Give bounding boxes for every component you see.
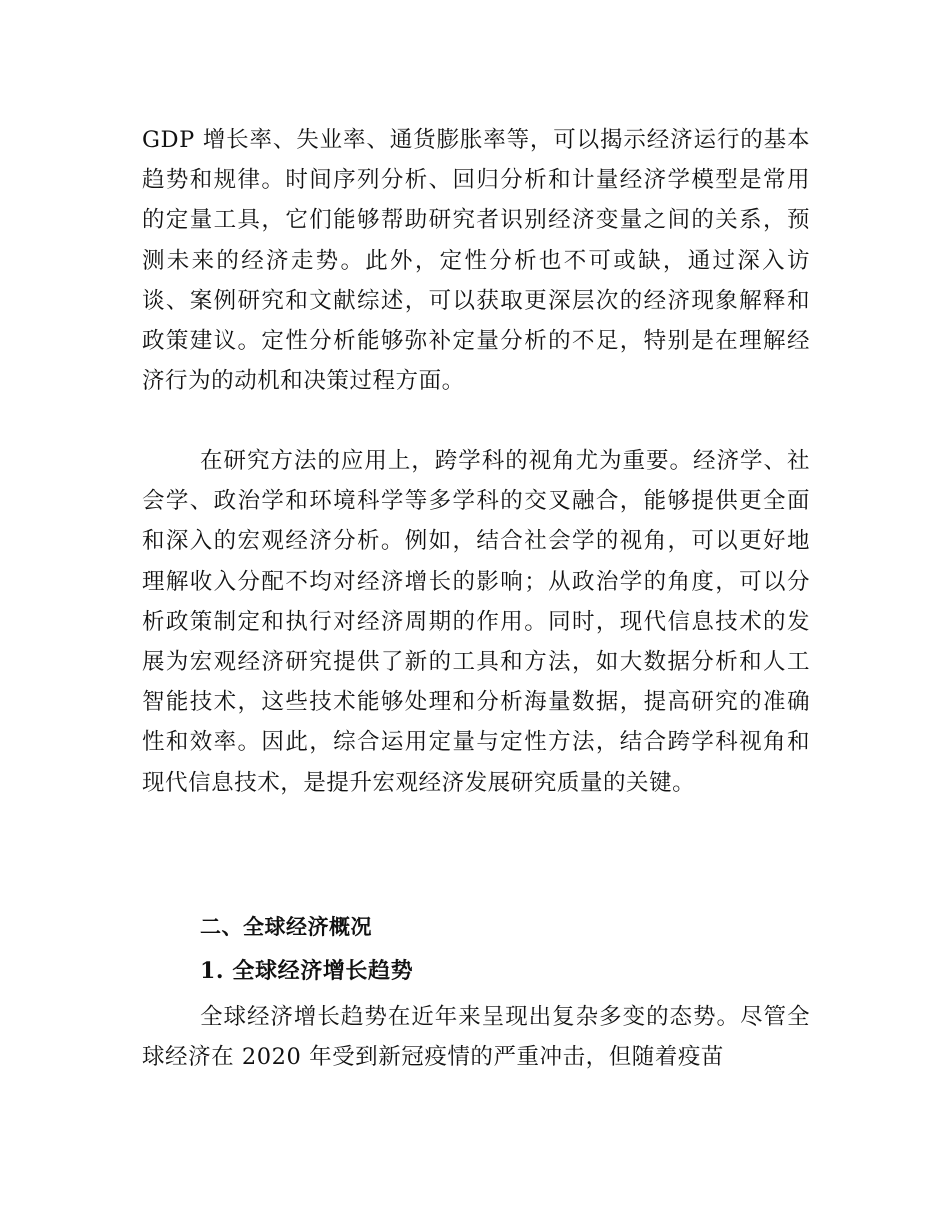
subsection-heading: 1. 全球经济增长趋势 <box>200 958 414 984</box>
section-heading: 二、全球经济概况 <box>200 915 372 939</box>
paragraph-interdisciplinary-methods: 在研究方法的应用上，跨学科的视角尤为重要。经济学、社会学、政治学和环境科学等多学科的交叉融合，能够提供更全面和深入的宏观经济分析。例如，结合社会学的视角，可以更好地理解收入分配不均对经济增长的影响；从政治学的角度，可以分析政策制定和执行对经济周期的作用。同时，现代信息技术的发展为宏观经济研究提供了新的工具和方法，如大数据分析和人工智能技术，这些技术能够处理和分析海量数据，提高研究的准确性和效率。因此，综合运用定量与定性方法，结合跨学科视角和现代信息技术，是提升宏观经济发展研究质量的关键。 <box>142 448 810 796</box>
paragraph-global-growth: 全球经济增长趋势在近年来呈现出复杂多变的态势。尽管全球经济在 2020 年受到新冠疫情的严重冲击，但随着疫苗 <box>142 1004 810 1071</box>
paragraph-quantitative-methods: GDP 增长率、失业率、通货膨胀率等，可以揭示经济运行的基本趋势和规律。时间序列分析、回归分析和计量经济学模型是常用的定量工具，它们能够帮助研究者识别经济变量之间的关系，预测未来的经济走势。此外，定性分析也不可或缺，通过深入访谈、案例研究和文献综述，可以获取更深层次的经济现象解释和政策建议。定性分析能够弥补定量分析的不足，特别是在理解经济行为的动机和决策过程方面。 <box>142 127 810 395</box>
